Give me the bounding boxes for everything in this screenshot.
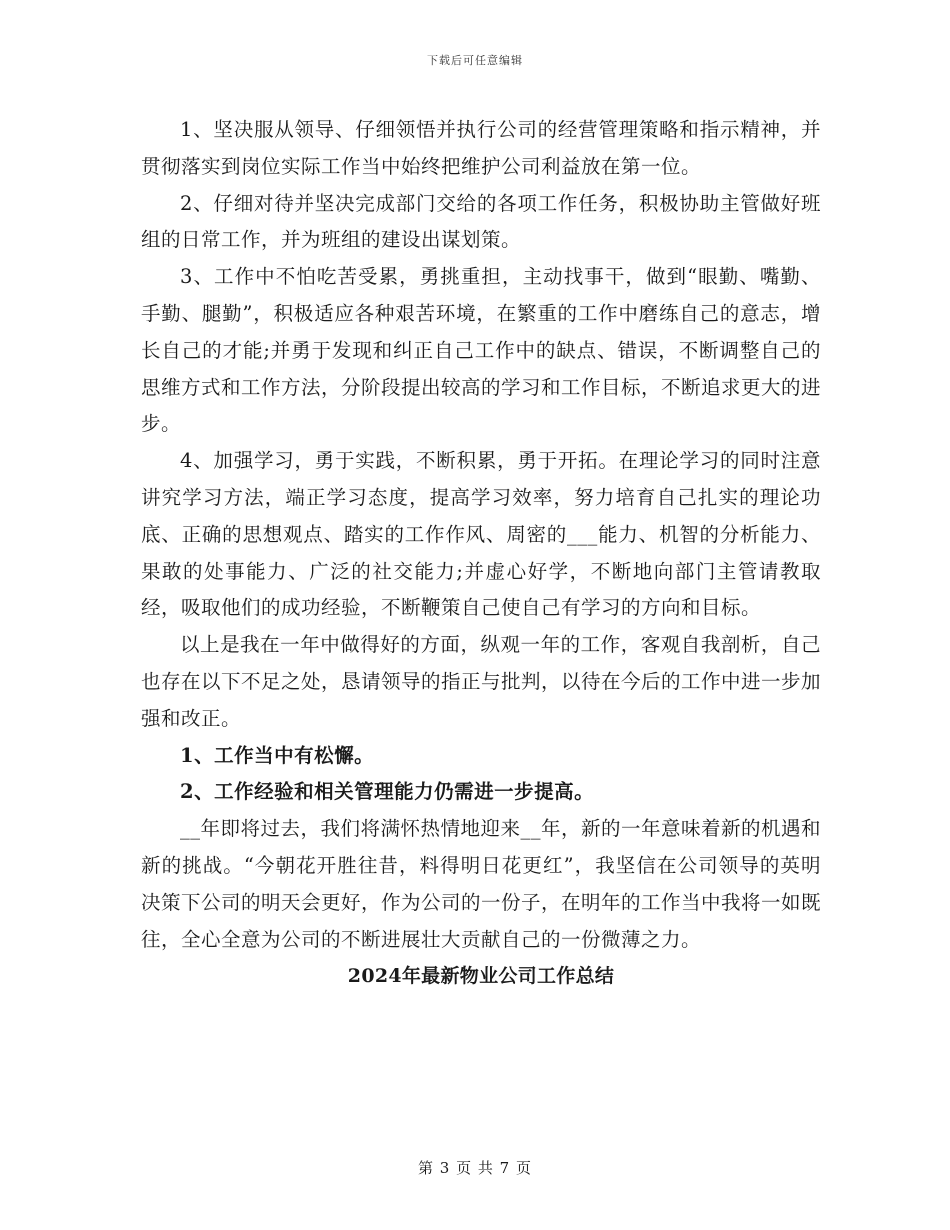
page-number: 第 3 页 共 7 页 <box>418 1159 532 1177</box>
paragraph-summary: 以上是我在一年中做得好的方面，纵观一年的工作，客观自我剖析，自己也存在以下不足之处，恳请领导的指正与批判，以待在今后的工作中进一步加强和改正。 <box>141 633 822 730</box>
document-body <box>141 112 821 995</box>
paragraph-duty-4: 4、加强学习，勇于实践，不断积累，勇于开拓。在理论学习的同时注意讲究学习方法，端正学习态度，提高学习效率，努力培育自己扎实的理论功底、正确的思想观点、踏实的工作作风、周密的___能力、机智的分析能力、果敢的处事能力、广泛的社交能力;并虚心好学，不断地向部门主管请教取经，吸取他们的成功经验，不断鞭策自己使自己有学习的方向和目标。 <box>141 449 821 620</box>
shortcoming-2: 2、工作经验和相关管理能力仍需进一步提高。 <box>180 780 595 804</box>
paragraph-duty-2: 2、仔细对待并坚决完成部门交给的各项工作任务，积极协助主管做好班组的日常工作，并为班组的建设出谋划策。 <box>141 191 821 252</box>
page-header: 下载后可任意编辑 <box>427 54 523 67</box>
paragraph-closing: __年即将过去，我们将满怀热情地迎来__年，新的一年意味着新的机遇和新的挑战。“今朝花开胜往昔，料得明日花更红”，我坚信在公司领导的英明决策下公司的明天会更好，作为公司的一份子，在明年的工作当中我将一如既往，全心全意为公司的不断进展壮大贡献自己的一份微薄之力。 <box>141 817 822 951</box>
paragraph-duty-1: 1、坚决服从领导、仔细领悟并执行公司的经营管理策略和指示精神，并贯彻落实到岗位实际工作当中始终把维护公司利益放在第一位。 <box>141 118 821 178</box>
section-title: 2024年最新物业公司工作总结 <box>347 965 615 988</box>
shortcoming-1: 1、工作当中有松懈。 <box>180 743 375 767</box>
paragraph-duty-3: 3、工作中不怕吃苦受累，勇挑重担，主动找事干，做到“眼勤、嘴勤、手勤、腿勤”，积极适应各种艰苦环境，在繁重的工作中磨练自己的意志，增长自己的才能;并勇于发现和纠正自己工作中的缺点、错误，不断调整自己的思维方式和工作方法，分阶段提出较高的学习和工作目标，不断追求更大的进步。 <box>141 265 822 436</box>
